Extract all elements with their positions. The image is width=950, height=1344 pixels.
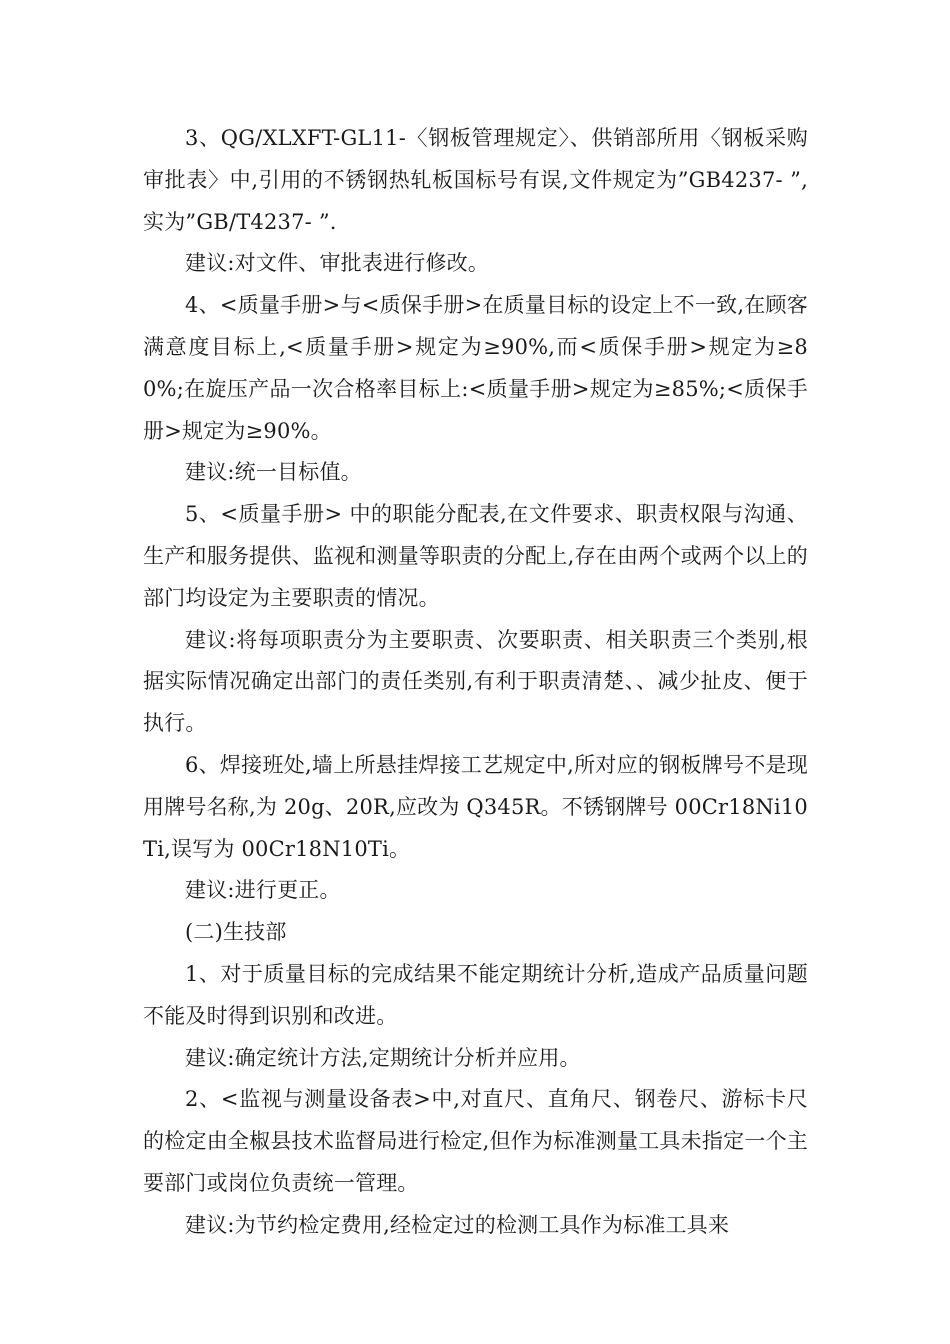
document-body — [143, 118, 808, 1247]
paragraph-item-1: 1、对于质量目标的完成结果不能定期统计分析,造成产品质量问题不能及时得到识别和改进。 — [143, 961, 808, 1028]
suggestion-paragraph: 建议:为节约检定费用,经检定过的检测工具作为标准工具来 — [185, 1212, 730, 1237]
paragraph-item-5: 5、<质量手册> 中的职能分配表,在文件要求、职责权限与沟通、生产和服务提供、监视和测量等职责的分配上,存在由两个或两个以上的部门均设定为主要职责的情况。 — [143, 502, 808, 610]
suggestion-paragraph: 建议:进行更正。 — [185, 878, 341, 903]
paragraph-item-2: 2、<监视与测量设备表>中,对直尺、直角尺、钢卷尺、游标卡尺的检定由全椒县技术监督局进行检定,但作为标准测量工具未指定一个主要部门或岗位负责统一管理。 — [143, 1087, 808, 1195]
paragraph-item-4: 4、<质量手册>与<质保手册>在质量目标的设定上不一致,在顾客满意度目标上,<质量手册>规定为≥90%,而<质保手册>规定为≥80%;在旋压产品一次合格率目标上:<质量手册>规定为≥85%;<质保手册>规定为≥90%。 — [143, 293, 808, 443]
section-heading: (二)生技部 — [185, 920, 287, 945]
paragraph-item-6: 6、焊接班处,墙上所悬挂焊接工艺规定中,所对应的钢板牌号不是现用牌号名称,为 20g、20R,应改为 Q345R。不锈钢牌号 00Cr18Ni10Ti,误写为 00Cr18N10Ti。 — [143, 752, 808, 861]
suggestion-paragraph: 建议:统一目标值。 — [185, 460, 362, 485]
suggestion-paragraph: 建议:对文件、审批表进行修改。 — [185, 251, 490, 276]
suggestion-paragraph: 建议:确定统计方法,定期统计分析并应用。 — [185, 1045, 581, 1070]
paragraph-item-3: 3、QG/XLXFT-GL11-〈钢板管理规定〉、供销部所用〈钢板采购审批表〉中,引用的不锈钢热轧板国标号有误,文件规定为”GB4237- ”,实为”GB/T4237- ”. — [143, 126, 808, 234]
suggestion-paragraph: 建议:将每项职责分为主要职责、次要职责、相关职责三个类别,根据实际情况确定出部门的责任类别,有利于职责清楚、、减少扯皮、便于执行。 — [143, 627, 808, 736]
